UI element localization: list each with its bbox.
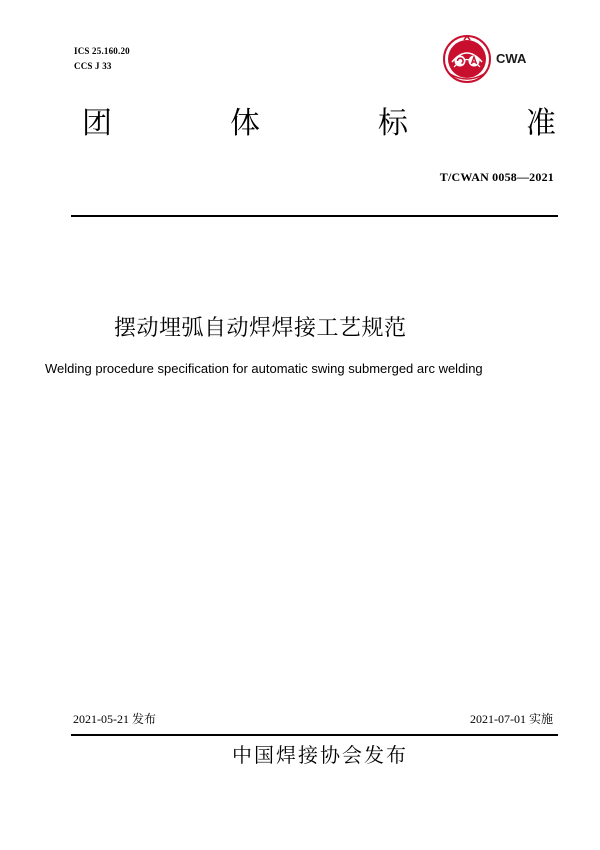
standard-type-heading [82,104,556,144]
cwa-emblem-icon [442,34,492,84]
classification-codes [74,44,130,74]
standard-type-char: 团 [82,106,112,141]
publisher: 中国焊接协会发布 [232,743,408,767]
issue-date: 2021-05-21 发布 [73,712,156,726]
standard-number: T/CWAN 0058—2021 [439,170,554,184]
document-title-english: Welding procedure specification for automatic swing submerged arc welding [45,361,483,376]
implementation-date: 2021-07-01 实施 [470,712,553,726]
standard-type-char: 准 [526,106,556,141]
document-title-chinese: 摆动埋弧自动焊焊接工艺规范 [114,316,407,341]
standard-type-char: 体 [230,106,260,141]
ics-code: ICS 25.160.20 [74,46,130,56]
bottom-divider [71,734,558,736]
ccs-code: CCS J 33 [74,61,112,71]
standard-type-char: 标 [378,106,408,141]
cwa-logo [442,34,538,84]
top-divider [71,215,558,217]
cwa-logo-text: CWA [496,51,527,66]
